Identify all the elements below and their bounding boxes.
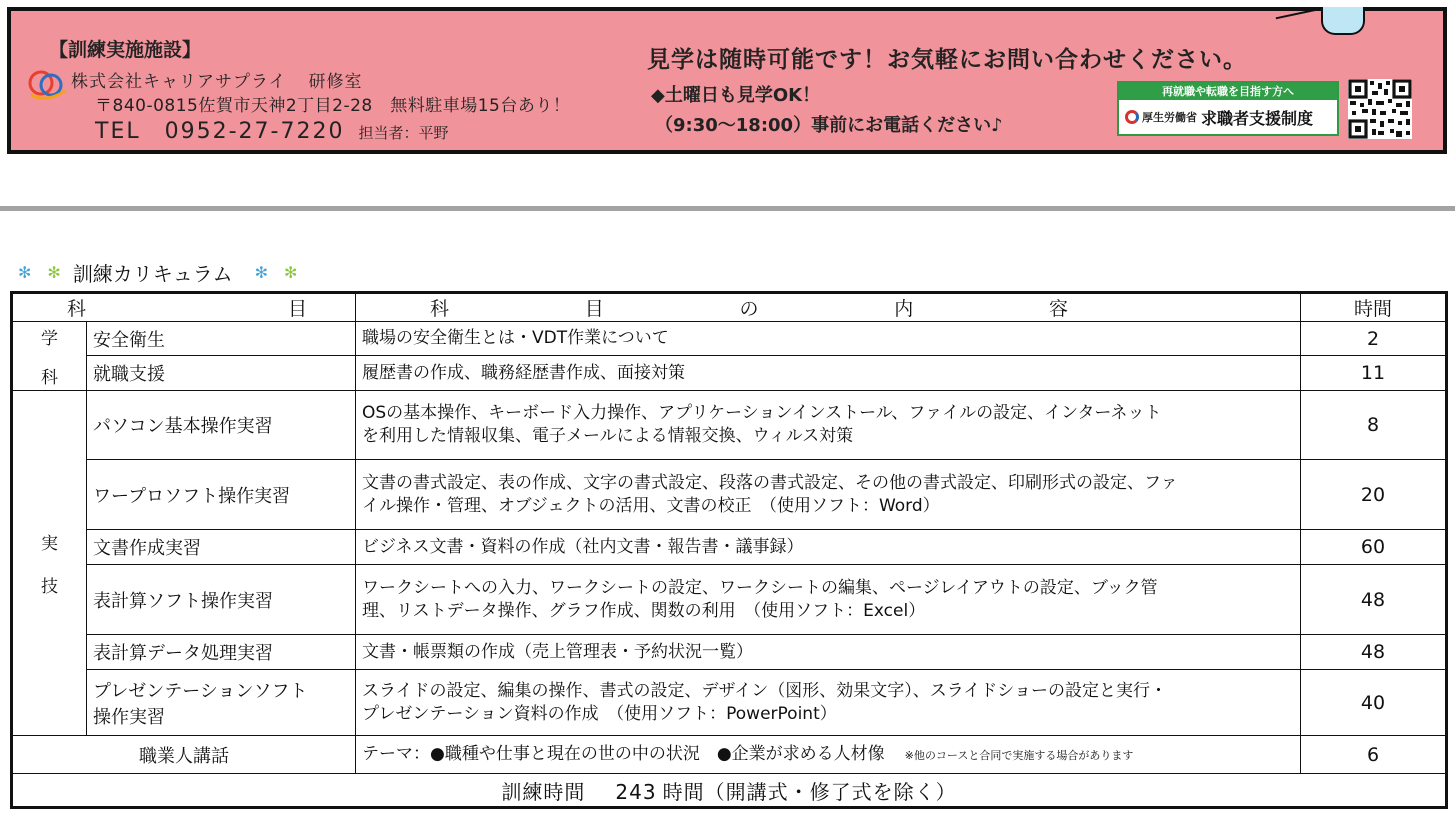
company-address: 〒840-0815佐賀市天神2丁目2-28 無料駐車場15台あり！ <box>95 96 571 116</box>
support-system-name: 求職者支援制度 <box>1201 108 1314 128</box>
company-name: 株式会社キャリアサプライ <box>71 72 287 92</box>
support-strip: 再就職や転職を目指す方へ <box>1119 83 1337 100</box>
subject-cell: 表計算ソフト操作実習 <box>87 565 356 635</box>
subject-cell: ワープロソフト操作実習 <box>87 460 356 530</box>
category-char: 科 <box>41 368 58 388</box>
category-gakka <box>12 322 87 391</box>
talk-theme: テーマ：●職種や仕事と現在の世の中の状況 ●企業が求める人材像 <box>362 743 885 764</box>
visit-saturday: ◆土曜日も見学OK！ <box>651 85 821 106</box>
asterisk-blue-icon: ✻ <box>254 263 269 282</box>
facility-heading: 【訓練実施施設】 <box>49 39 202 61</box>
table-row <box>12 670 1447 736</box>
header-char: 目 <box>584 298 604 320</box>
asterisk-green-icon: ✻ <box>284 263 298 282</box>
header-char: 科 <box>430 298 450 320</box>
subject-cell: 就職支援 <box>87 356 356 391</box>
total-row <box>12 774 1447 808</box>
table-row <box>12 530 1447 565</box>
subject-cell: 文書作成実習 <box>87 530 356 565</box>
curriculum-heading <box>14 258 309 287</box>
company-name-line <box>71 67 363 92</box>
total-cell <box>12 774 1447 808</box>
curriculum-title: 訓練カリキュラム <box>72 262 233 286</box>
table-row <box>12 356 1447 391</box>
curriculum-table <box>10 291 1448 809</box>
hours-cell: 40 <box>1301 670 1447 736</box>
content-cell <box>356 565 1301 635</box>
phone-number[interactable]: TEL 0952-27-7220 <box>95 119 345 144</box>
content-line: 理、リストデータ操作、グラフ作成、関数の利用 （使用ソフト：Excel） <box>362 600 926 621</box>
content-line: スライドの設定、編集の操作、書式の設定、デザイン（図形、効果文字）、スライドショーの設定と実行・ <box>362 680 1167 701</box>
content-line: を利用した情報収集、電子メールによる情報交換、ウィルス対策 <box>362 426 854 446</box>
content-cell: 履歴書の作成、職務経歴書作成、面接対策 <box>356 356 1301 391</box>
talk-content-cell <box>356 736 1301 774</box>
visit-title: 見学は随時可能です！お気軽にお問い合わせください。 <box>647 47 1247 73</box>
talk-subject-cell: 職業人講話 <box>12 736 356 774</box>
table-row <box>12 322 1447 356</box>
content-cell <box>356 670 1301 736</box>
hours-cell: 48 <box>1301 565 1447 635</box>
table-header-row <box>12 293 1447 322</box>
total-label: 訓練時間 <box>501 779 586 804</box>
header-char: 科 <box>67 298 87 320</box>
category-char: 学 <box>41 329 58 349</box>
facility-banner <box>7 7 1447 154</box>
subject-cell <box>87 670 356 736</box>
content-line: ワークシートへの入力、ワークシートの設定、ワークシートの編集、ページレイアウトの設定、ブック管 <box>362 577 1158 598</box>
subject-cell: パソコン基本操作実習 <box>87 391 356 460</box>
job-seeker-support-badge[interactable] <box>1117 81 1339 136</box>
decoration-shape <box>1321 7 1365 35</box>
asterisk-green-icon: ✻ <box>47 263 61 282</box>
table-row <box>12 635 1447 670</box>
hours-cell: 60 <box>1301 530 1447 565</box>
hours-cell: 48 <box>1301 635 1447 670</box>
company-room: 研修室 <box>308 72 363 92</box>
visit-hours: （9:30～18:00）事前にお電話ください♪ <box>655 115 1003 136</box>
content-cell: ビジネス文書・資料の作成（社内文書・報告書・議事録） <box>356 530 1301 565</box>
content-line: OSの基本操作、キーボード入力操作、アプリケーションインストール、ファイルの設定、インターネット <box>362 403 1162 423</box>
total-hours: 243 <box>615 779 657 804</box>
content-header <box>356 293 1301 322</box>
hours-cell: 20 <box>1301 460 1447 530</box>
content-cell <box>356 391 1301 460</box>
subject-cell: 表計算データ処理実習 <box>87 635 356 670</box>
content-line: 文書の書式設定、表の作成、文字の書式設定、段落の書式設定、その他の書式設定、印刷形式の設定、ファ <box>362 472 1178 493</box>
content-line: イル操作・管理、オブジェクトの活用、文書の校正 （使用ソフト：Word） <box>362 495 940 516</box>
subject-cell: 安全衛生 <box>87 322 356 356</box>
table-row <box>12 565 1447 635</box>
subject-header <box>12 293 356 322</box>
contact-person: 担当者：平野 <box>358 124 449 142</box>
decoration-line <box>1276 9 1316 19</box>
category-char: 実 <box>41 534 58 554</box>
table-row <box>12 391 1447 460</box>
ministry-logo-icon <box>1125 110 1139 124</box>
hours-cell: 2 <box>1301 322 1447 356</box>
hours-cell: 8 <box>1301 391 1447 460</box>
ministry-name: 厚生労働省 <box>1142 111 1197 124</box>
phone-line <box>95 114 448 145</box>
content-cell: 文書・帳票類の作成（売上管理表・予約状況一覧） <box>356 635 1301 670</box>
hours-cell: 6 <box>1301 736 1447 774</box>
qr-code-icon[interactable] <box>1348 79 1412 139</box>
company-logo-icon <box>25 65 69 101</box>
header-char: の <box>739 298 759 320</box>
table-row <box>12 460 1447 530</box>
total-suffix: 時間（開講式・修了式を除く） <box>662 779 957 804</box>
header-char: 目 <box>287 298 307 320</box>
category-jitsugi <box>12 391 87 736</box>
content-line: プレゼンテーション資料の作成 （使用ソフト：PowerPoint） <box>362 703 837 724</box>
talk-note: ※他のコースと合同で実施する場合があります <box>904 748 1134 762</box>
header-char: 容 <box>1048 298 1068 320</box>
table-row <box>12 736 1447 774</box>
subject-line: 操作実習 <box>93 706 165 728</box>
subject-line: プレゼンテーションソフト <box>93 680 308 702</box>
header-char: 内 <box>894 298 914 320</box>
section-separator <box>0 206 1455 211</box>
content-cell: 職場の安全衛生とは・VDT作業について <box>356 322 1301 356</box>
asterisk-blue-icon: ✻ <box>18 263 32 282</box>
hours-cell: 11 <box>1301 356 1447 391</box>
hours-header: 時間 <box>1301 293 1447 322</box>
category-char: 技 <box>41 577 58 597</box>
content-cell <box>356 460 1301 530</box>
